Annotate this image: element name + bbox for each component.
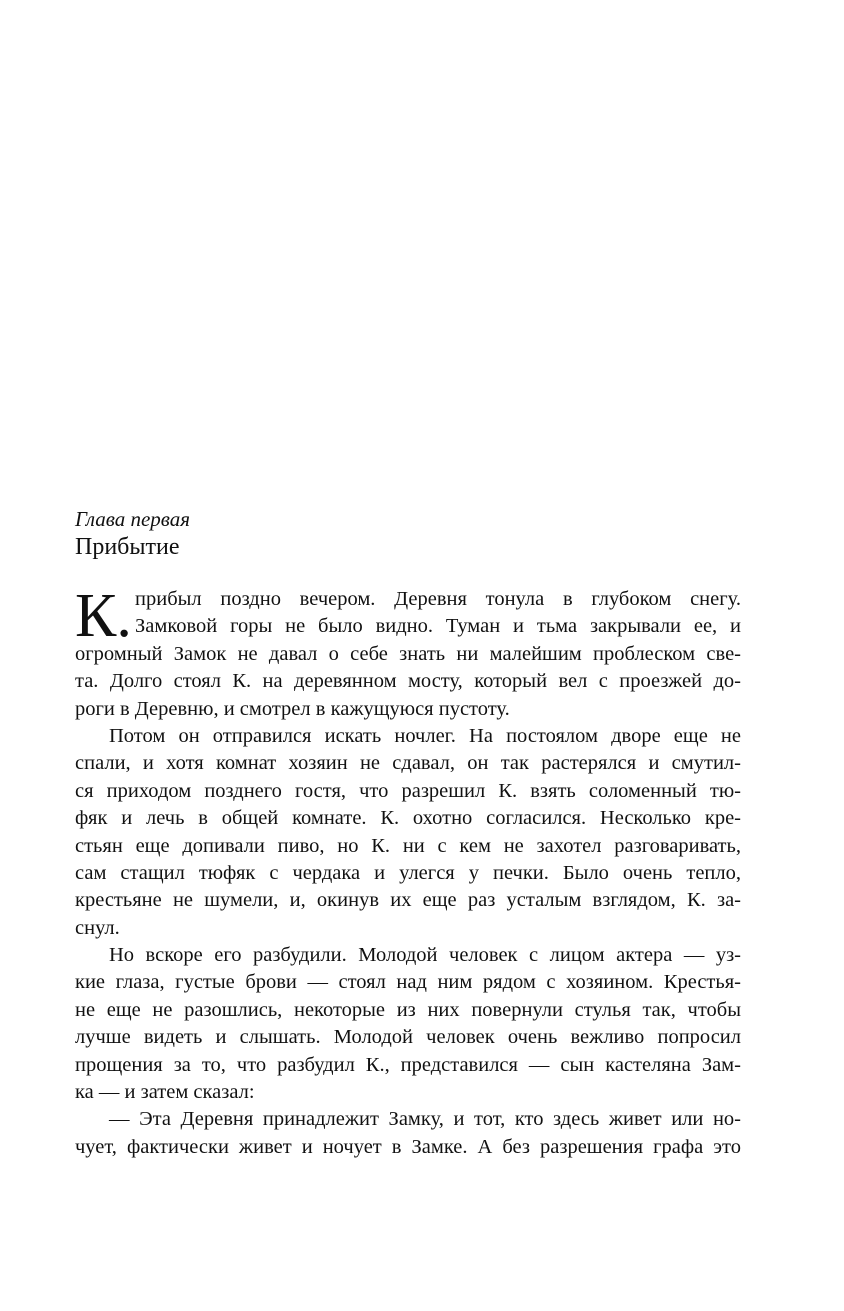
text-line: ся приходом позднего гостя, что разрешил К. взять соломенный тю- — [75, 779, 741, 802]
text-line: прибыл поздно вечером. Деревня тонула в глубоком снегу. — [135, 588, 741, 610]
text-line: огромный Замок не давал о себе знать ни малейшим проблеском све- — [75, 642, 741, 665]
text-line: фяк и лечь в общей комнате. К. охотно согласился. Несколько кре- — [75, 807, 741, 830]
paragraph — [75, 942, 741, 1106]
paragraph — [75, 1106, 741, 1161]
text-line: сам стащил тюфяк с чердака и улегся у печки. Было очень тепло, — [75, 861, 741, 884]
paragraph — [75, 723, 741, 942]
text-line: — Эта Деревня принадлежит Замку, и тот, кто здесь живет или но- — [109, 1108, 741, 1131]
text-line: лучше видеть и слышать. Молодой человек очень вежливо попросил — [75, 1026, 741, 1049]
text-line: кие глаза, густые брови — стоял над ним рядом с хозяином. Крестья- — [75, 971, 741, 994]
text-line: Потом он отправился искать ночлег. На постоялом дворе еще не — [109, 724, 741, 747]
chapter-title: Прибытие — [75, 534, 180, 560]
chapter-label: Глава первая — [75, 507, 191, 531]
drop-cap: К. — [75, 582, 132, 650]
text-line: снул. — [75, 916, 120, 939]
body-text — [75, 582, 741, 1161]
text-line: прощения за то, что разбудил К., представился — сын кастеляна Зам- — [75, 1053, 741, 1076]
text-line: крестьяне не шумели, и, окинув их еще раз усталым взглядом, К. за- — [75, 889, 741, 912]
book-page — [75, 0, 741, 1311]
text-line: Но вскоре его разбудили. Молодой человек с лицом актера — уз- — [109, 944, 741, 967]
text-line: стьян еще допивали пиво, но К. ни с кем не захотел разговаривать, — [75, 834, 741, 857]
text-line: роги в Деревню, и смотрел в кажущуюся пустоту. — [75, 697, 510, 720]
text-line: чует, фактически живет и ночует в Замке. А без разрешения графа это — [75, 1135, 741, 1158]
text-line: Замковой горы не было видно. Туман и тьма закрывали ее, и — [135, 615, 741, 638]
text-line: ка — и затем сказал: — [75, 1081, 255, 1104]
text-line: спали, и хотя комнат хозяин не сдавал, он так растерялся и смутил- — [75, 752, 741, 775]
text-line: не еще не разошлись, некоторые из них повернули стулья так, чтобы — [75, 998, 741, 1021]
paragraph — [75, 582, 741, 723]
text-line: та. Долго стоял К. на деревянном мосту, который вел с проезжей до- — [75, 670, 741, 693]
